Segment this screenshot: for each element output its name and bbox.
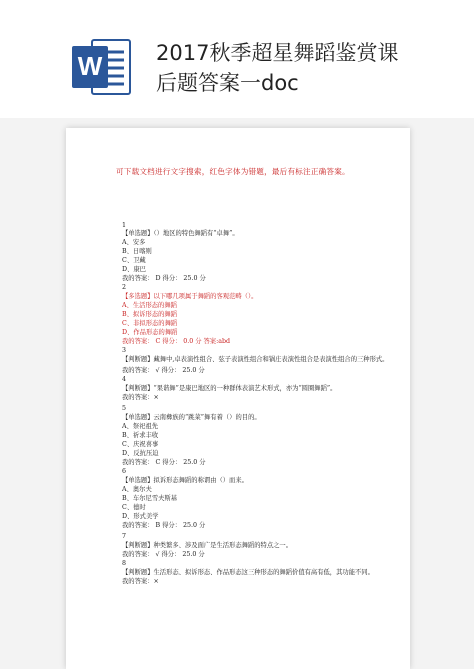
document-line: 我的答案：× [122, 394, 159, 401]
document-line: 【判断题】种类繁多、涉及面广是生活形态舞蹈的特点之一。 [122, 542, 293, 549]
document-line: 【判断题】藏舞中,卓表演性组合、弦子表演性组合和锅庄表演性组合是表演性组合的三种形式。 [122, 356, 389, 363]
document-line: 【单选题】拟诉形态舞蹈的称谓由（）而来。 [122, 477, 248, 484]
document-line: 【多选题】以下哪几项属于舞蹈的客观范畴（）。 [122, 293, 258, 300]
document-line: 6 [122, 468, 127, 475]
document-line: D、形式美学 [122, 513, 159, 520]
document-page [66, 128, 410, 669]
document-line: B、拟诉形态的舞蹈 [122, 311, 178, 318]
document-line: B、日喀则 [122, 248, 152, 255]
title-line-2: 后题答案一doc [156, 71, 299, 95]
document-line: A、祭祀祖先 [122, 423, 159, 430]
document-line: 我的答案：× [122, 578, 159, 585]
document-line: C、德时 [122, 504, 146, 511]
document-line: 【判断题】生活形态、拟诉形态、作品形态这三种形态的舞蹈价值有高有低，其功能不同。 [122, 569, 374, 576]
header [0, 0, 474, 118]
document-line: 5 [122, 405, 127, 412]
document-line: 4 [122, 376, 127, 383]
document-line: 【单选题】云南彝族的“跳菜”舞有着（）的目的。 [122, 414, 261, 421]
word-document-icon [70, 36, 132, 98]
document-line: 8 [122, 560, 127, 567]
document-line: 我的答案： B 得分： 25.0 分 [122, 522, 206, 529]
word-icon-letter: W [77, 51, 103, 81]
document-line: A、生活形态的舞蹈 [122, 302, 177, 309]
document-line: 我的答案： C 得分： 25.0 分 [122, 459, 206, 466]
document-line: B、祈求丰收 [122, 432, 159, 439]
document-line: 我的答案： √ 得分： 25.0 分 [122, 551, 205, 558]
page-title [156, 38, 456, 98]
document-line: B、车尔尼雪夫斯基 [122, 495, 178, 502]
document-line: C、非拟形态的舞蹈 [122, 320, 178, 327]
document-line: 1 [122, 222, 127, 229]
document-line: D、反抗压迫 [122, 450, 159, 457]
document-line: 我的答案： C 得分： 0.0 分 答案:abd [122, 338, 231, 345]
document-line: A、奥尔夫 [122, 486, 152, 493]
document-line: 2 [122, 284, 127, 291]
document-line: 【单选题】（）地区的特色舞蹈有“卓舞”。 [122, 230, 239, 237]
document-line: D、康巴 [122, 266, 146, 273]
document-line: 【判断题】“果谐舞”是康巴地区的一种群体表演艺术形式，亦为“圆圈舞蹈”。 [122, 385, 337, 392]
title-line-1: 2017秋季超星舞蹈鉴赏课 [156, 41, 399, 65]
document-line: C、卫藏 [122, 257, 146, 264]
notice-text: 可下载文档进行文字搜索，红色字体为错题，最后有标注正确答案。 [116, 167, 350, 176]
document-line: 7 [122, 533, 127, 540]
document-line: D、作品形态的舞蹈 [122, 329, 178, 336]
document-line: 我的答案： √ 得分： 25.0 分 [122, 367, 205, 374]
document-line: C、庆祝喜事 [122, 441, 159, 448]
document-line: 3 [122, 347, 127, 354]
document-line: A、安多 [122, 239, 146, 246]
document-line: 我的答案： D 得分： 25.0 分 [122, 275, 206, 282]
